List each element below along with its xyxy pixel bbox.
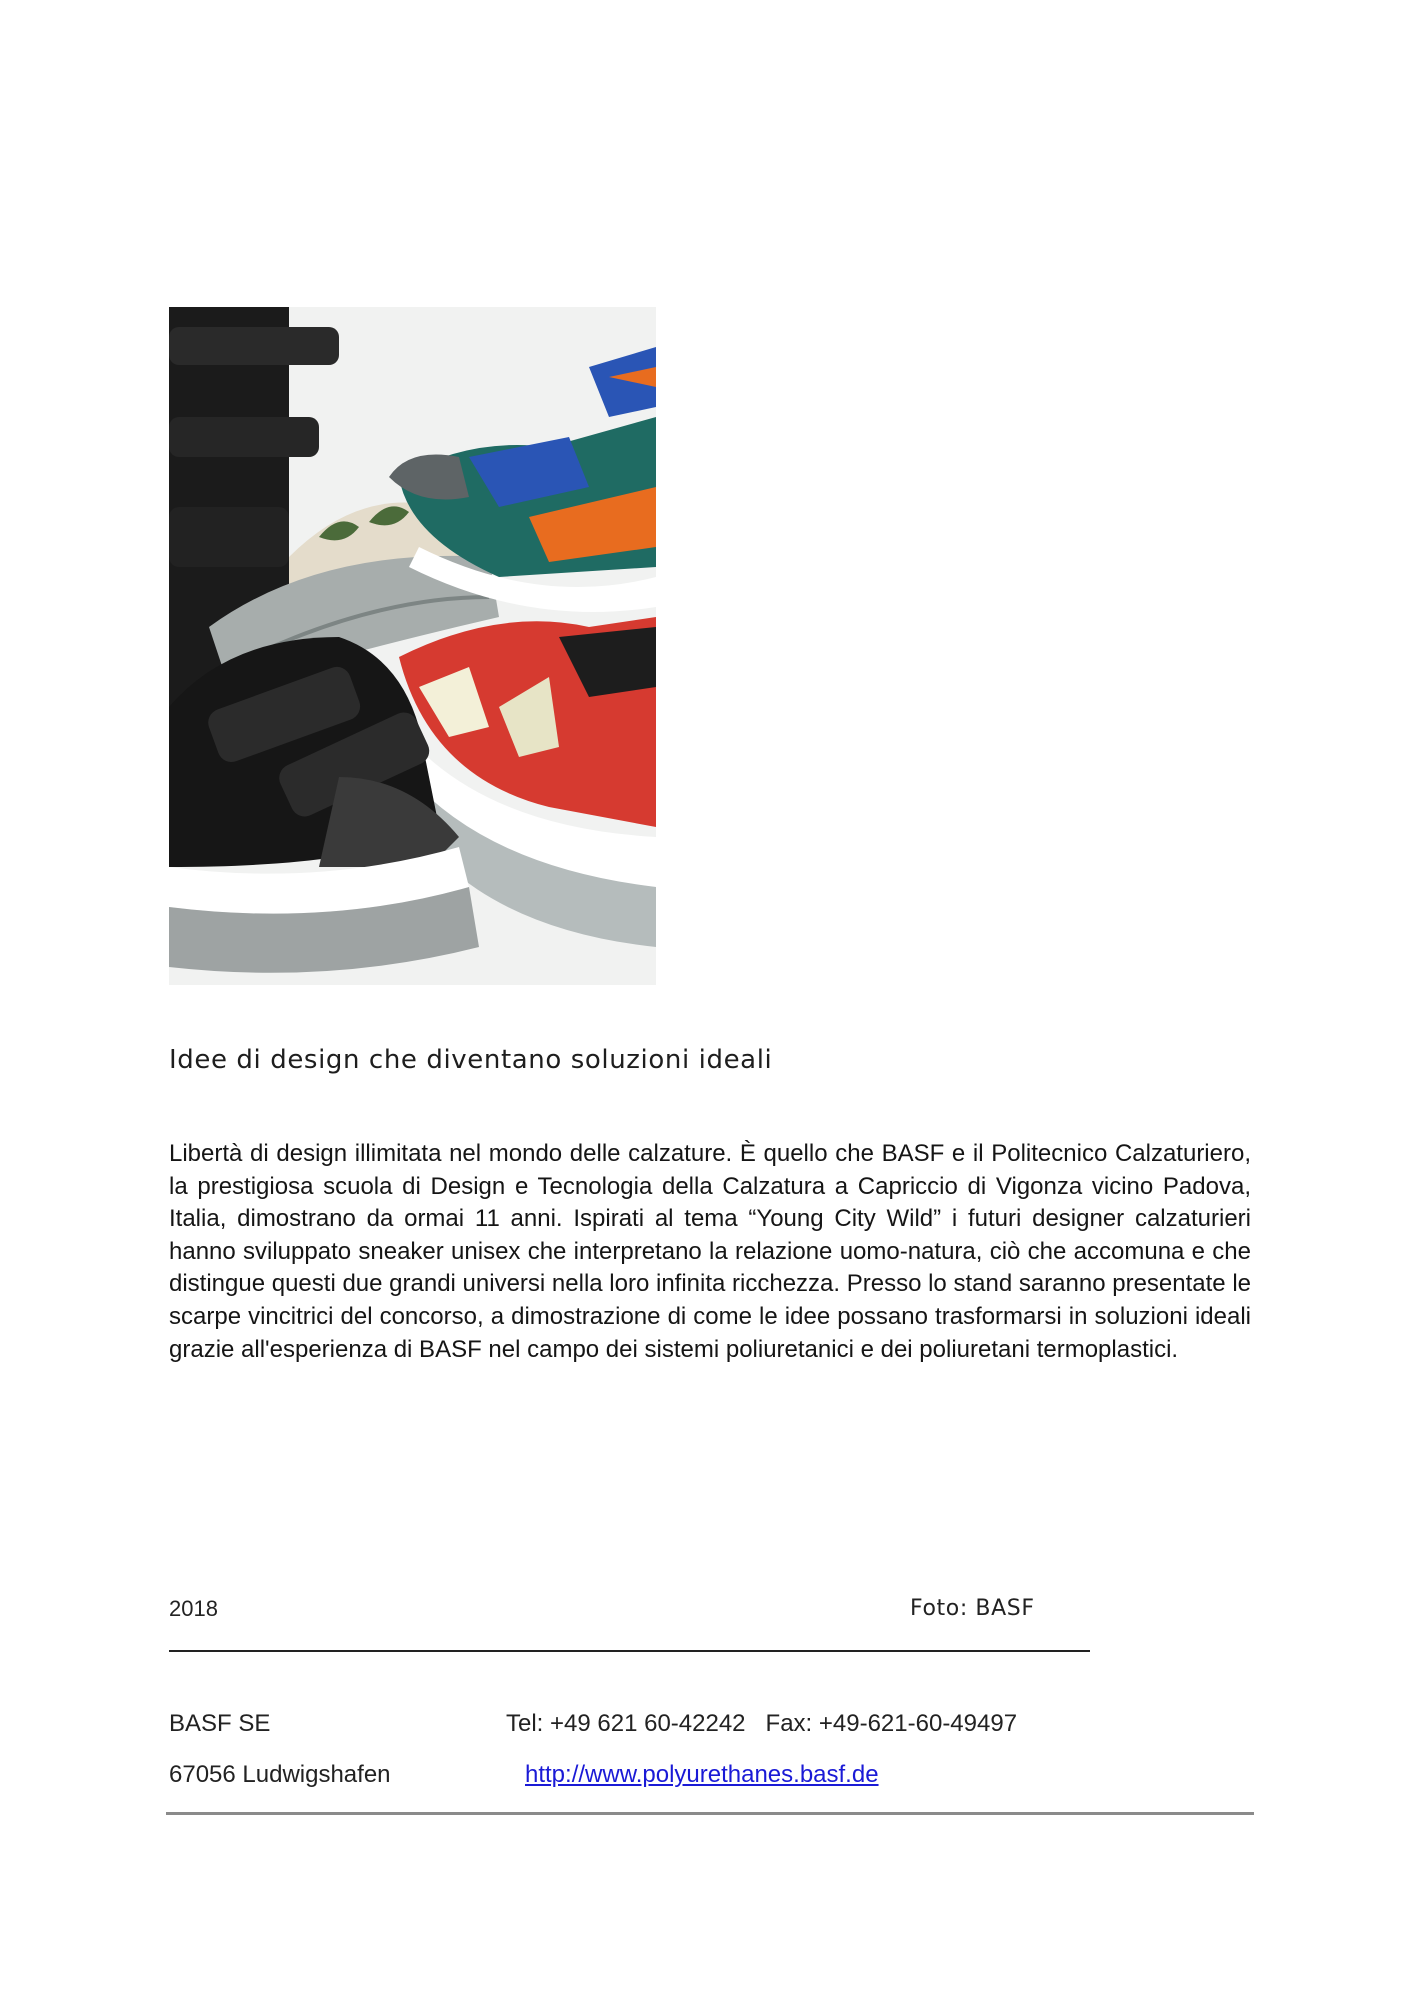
photo-credit: Foto: BASF: [910, 1596, 1035, 1621]
article-heading: Idee di design che diventano soluzioni ideali: [169, 1045, 773, 1075]
website-link[interactable]: http://www.polyurethanes.basf.de: [525, 1761, 879, 1788]
footer-divider: [169, 1650, 1090, 1652]
company-name: BASF SE: [169, 1710, 271, 1737]
bottom-rule: [166, 1812, 1254, 1815]
company-address: 67056 Ludwigshafen: [169, 1761, 391, 1788]
sneakers-illustration: [169, 307, 656, 985]
phone-fax: Tel: +49 621 60-42242 Fax: +49-621-60-49497: [506, 1710, 1018, 1737]
sneakers-photo: [169, 307, 656, 985]
article-body: Libertà di design illimitata nel mondo delle calzature. È quello che BASF e il Politecnico Calzaturiero, la prestigiosa scuola di Design e Tecnologia della Calzatura a Capriccio di Vigonza vicino Padova, Italia, dimostrano da ormai 11 anni. Ispirati al tema “Young City Wild” i futuri designer calzaturieri hanno sviluppato sneaker unisex che interpretano la relazione uomo-natura, ciò che accomuna e che distingue questi due grandi universi nella loro infinita ricchezza. Presso lo stand saranno presentate le scarpe vincitrici del concorso, a dimostrazione di come le idee possano trasformarsi in soluzioni ideali grazie all'esperienza di BASF nel campo dei sistemi poliuretanici e dei poliuretani termoplastici.: [169, 1140, 1251, 1363]
footer-year: 2018: [169, 1596, 218, 1621]
